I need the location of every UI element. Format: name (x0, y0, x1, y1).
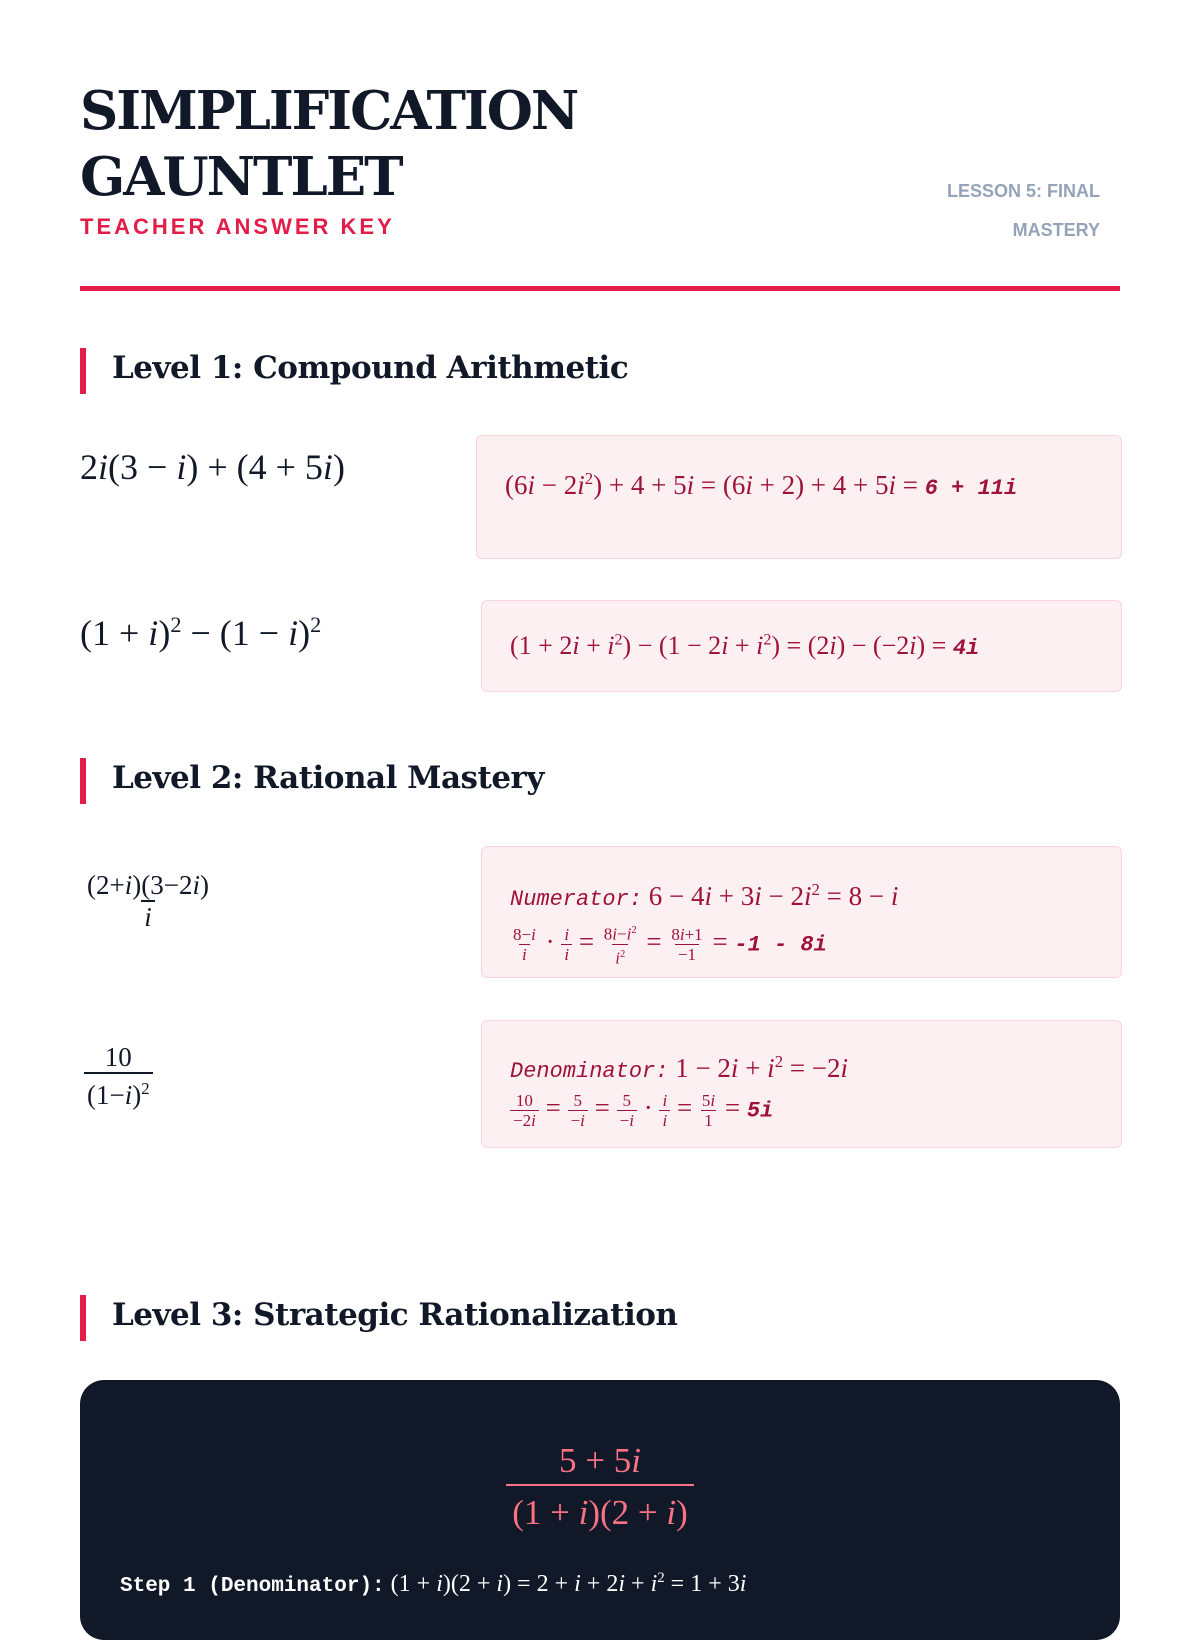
section-accent-bar (80, 758, 86, 804)
section-accent-bar (80, 1295, 86, 1341)
answer-line-2-1-a: Numerator: $6 - 4i + 3i - 2i^2 = 8 - i$ (510, 880, 899, 912)
answer-work-1-1: $(6i - 2i^2) + 4 + 5i = (6i + 2) + 4 + 5i = 6 + 11i$ (505, 469, 1018, 501)
subtitle: TEACHER ANSWER KEY (80, 214, 395, 239)
lesson-line-2: MASTERY (1012, 220, 1100, 240)
answer-1-2: 4i (952, 636, 980, 661)
answer-line-2-1-b: $\frac{8-i}{i}$ · $\frac{i}{i}$ = $\frac{8i-i^2}{i^2}$ = $\frac{8i+1}{-1}$ = -1 - 8i (513, 924, 827, 968)
answer-box-2-2 (481, 1020, 1122, 1148)
answer-line-2-2-b: $\frac{10}{-2i}$ = $\frac{5}{-i}$ = $\frac{5}{-i}$ · $\frac{i}{i}$ = $\frac{5i}{1}$ = 5i (510, 1091, 1093, 1130)
page-title (80, 78, 680, 210)
step-1-label: Step 1 (Denominator): (120, 1575, 385, 1598)
step-1-line: Step 1 (Denominator): $(1 + i)(2 + i) = 2 + i + 2i + i^2 = 1 + 3i$ (120, 1570, 747, 1598)
problem-2-1: $\frac{(2+i)(3-2i)}{i}$ (87, 870, 209, 932)
answer-work-1-2: $(1 + 2i + i^2) - (1 - 2i + i^2) = (2i) - (-2i) = 4i$ (510, 631, 980, 661)
section-title-level-1: Level 1: Compound Arithmetic (112, 350, 629, 386)
section-title-level-2: Level 2: Rational Mastery (112, 760, 544, 796)
answer-box-1-1 (476, 435, 1122, 559)
level-3-problem: $\frac{5 + 5i}{(1 + i)(2 + i)}$ (80, 1438, 1120, 1536)
title-line-2: GAUNTLET (80, 146, 402, 208)
section-title-level-3: Level 3: Strategic Rationalization (112, 1297, 678, 1333)
answer-box-1-2 (481, 600, 1122, 692)
section-accent-bar (80, 348, 86, 394)
answer-1-1: 6 + 11i (924, 476, 1018, 501)
answer-2-2: 5i (746, 1098, 774, 1124)
answer-box-2-1 (481, 846, 1122, 978)
numerator-label: Numerator: (510, 887, 643, 912)
lesson-line-1: LESSON 5: FINAL (946, 181, 1100, 201)
problem-2-2: $\frac{10}{(1-i)^2}$ (84, 1042, 153, 1110)
lesson-label (840, 172, 1100, 250)
answer-2-1: -1 - 8i (734, 932, 827, 958)
denominator-label: Denominator: (510, 1059, 669, 1084)
level-3-card (80, 1380, 1120, 1640)
header-divider (80, 286, 1120, 291)
problem-1-2: $(1 + i)^2 - (1 - i)^2$ (80, 612, 322, 653)
problem-1-1: 2i(3 − i) + (4 + 5i) (80, 447, 345, 487)
answer-line-2-2-a: Denominator: $1 - 2i + i^2 = -2i$ (510, 1052, 849, 1084)
title-line-1: SIMPLIFICATION (80, 80, 578, 142)
